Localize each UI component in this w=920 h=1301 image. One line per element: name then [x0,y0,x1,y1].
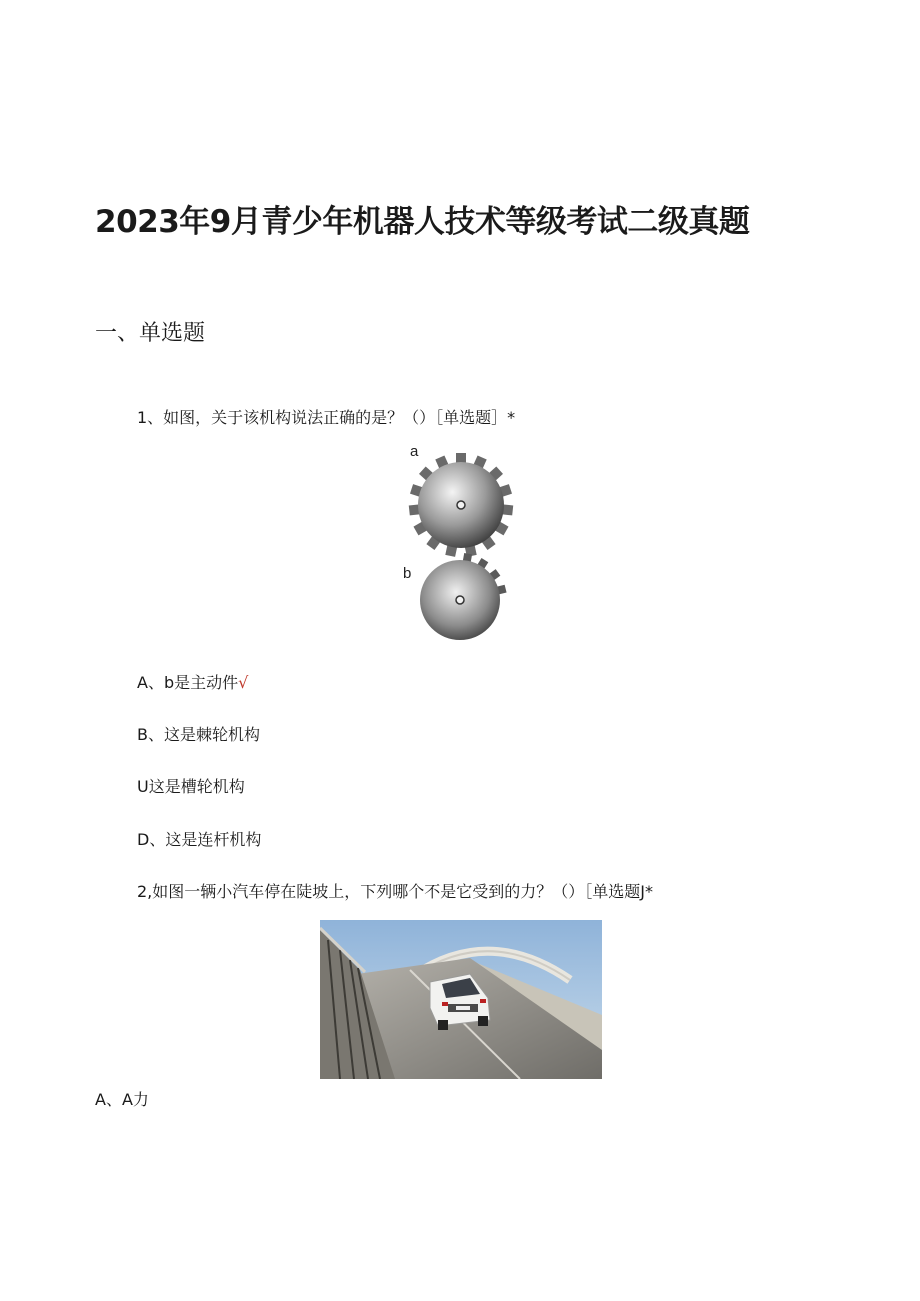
section-heading: 一、单选题 [95,321,206,346]
gear-a [409,453,513,557]
option-text: D、这是连杆机构 [137,830,262,849]
q1-option-a[interactable] [137,670,248,693]
option-text: A、A力 [95,1090,149,1109]
q1-option-d[interactable] [137,827,261,850]
question-2-text: 2,如图一辆小汽车停在陡坡上，下列哪个不是它受到的力？（）［单选题J* [137,882,653,901]
q1-option-b[interactable] [137,722,260,745]
gear-figure [398,440,528,650]
q2-option-a[interactable] [95,1087,149,1110]
page-title: 2023年9月青少年机器人技术等级考试二级真题 [95,204,750,240]
gear-a-label: a [410,443,419,460]
gear-b-label: b [403,565,412,582]
q1-option-c[interactable] [137,774,245,797]
gear-b [420,553,507,640]
option-text: B、这是棘轮机构 [137,725,260,744]
correct-checkmark: √ [238,673,249,692]
option-text: A、b是主动件 [137,673,239,692]
question-1-text: 1、如图，关于该机构说法正确的是？（）［单选题］* [137,408,516,427]
option-text: U这是槽轮机构 [137,777,245,796]
car-on-slope-photo [320,920,602,1079]
